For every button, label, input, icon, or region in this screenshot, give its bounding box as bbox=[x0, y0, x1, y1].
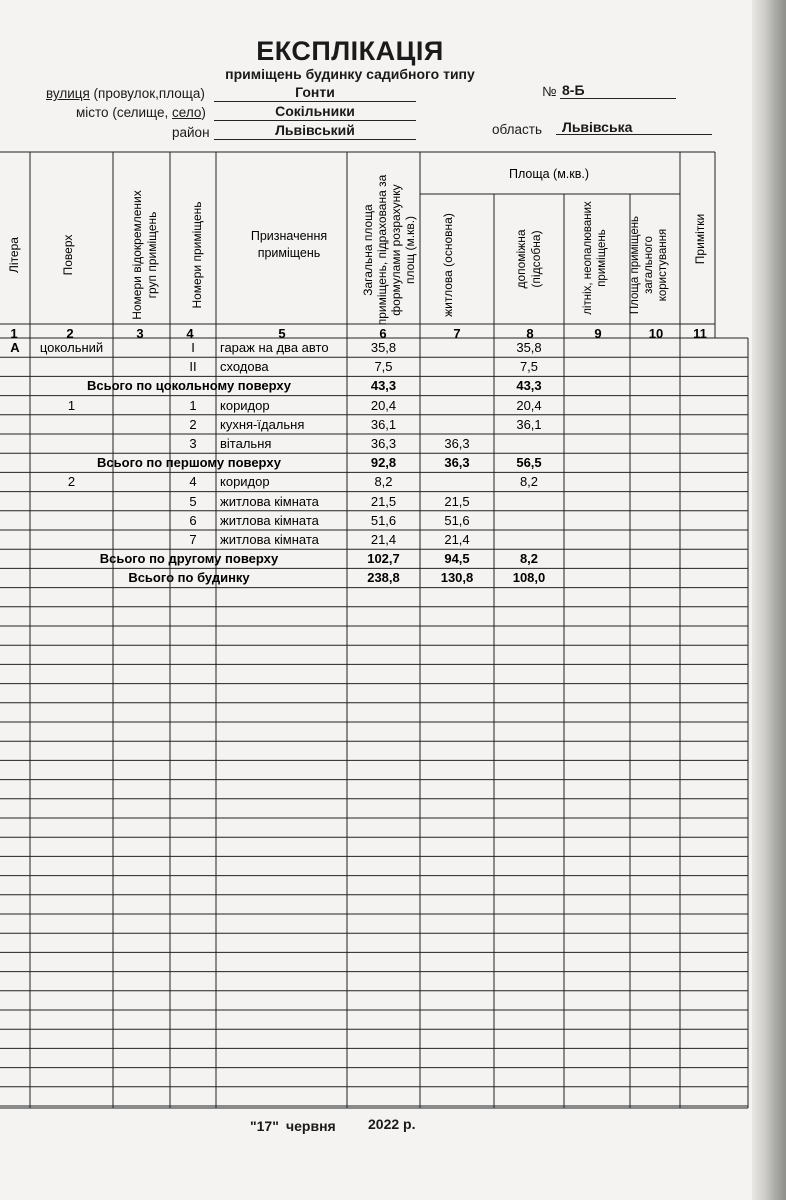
room-purpose: житлова кімната bbox=[220, 512, 319, 528]
aux-area-value: 43,3 bbox=[516, 378, 542, 394]
subtotal-label: Всього по першому поверху bbox=[97, 455, 281, 471]
column-number: 7 bbox=[453, 326, 461, 341]
room-number: 6 bbox=[189, 512, 197, 528]
room-purpose: житлова кімната bbox=[220, 493, 319, 509]
column-number: 8 bbox=[526, 326, 534, 341]
aux-area-value: 8,2 bbox=[519, 551, 539, 567]
column-number: 11 bbox=[693, 326, 707, 341]
room-purpose: коридор bbox=[220, 474, 270, 490]
room-purpose: гараж на два авто bbox=[220, 340, 329, 355]
room-number: 4 bbox=[189, 474, 197, 490]
aux-area-value: 35,8 bbox=[516, 340, 542, 355]
subtotal-label: Всього по другому поверху bbox=[99, 551, 279, 567]
living-area-value: 36,3 bbox=[444, 455, 470, 471]
living-area-value: 94,5 bbox=[444, 551, 470, 567]
living-area-value: 130,8 bbox=[440, 570, 474, 586]
header-notes: Примітки bbox=[693, 213, 707, 265]
aux-area-value: 7,5 bbox=[519, 359, 539, 375]
room-purpose: вітальня bbox=[220, 436, 272, 451]
document-title: ЕКСПЛІКАЦІЯ bbox=[256, 36, 444, 66]
living-area-value: 21,5 bbox=[444, 493, 470, 509]
total-area-value: 43,3 bbox=[370, 378, 397, 394]
total-area-value: 51,6 bbox=[370, 512, 397, 528]
room-purpose: коридор bbox=[220, 397, 270, 413]
column-number: 3 bbox=[136, 326, 144, 341]
room-number: 3 bbox=[189, 436, 197, 451]
room-purpose: житлова кімната bbox=[220, 532, 319, 547]
number-value: 8-Б bbox=[562, 82, 585, 98]
floor-value: цокольний bbox=[39, 340, 104, 355]
litera-value: А bbox=[10, 340, 20, 355]
room-number: 5 bbox=[189, 493, 197, 509]
room-purpose: сходова bbox=[220, 359, 269, 375]
footer-day: "17" bbox=[250, 1118, 279, 1134]
header-area-group: Площа (м.кв.) bbox=[508, 167, 590, 181]
subtotal-label: Всього по цокольному поверху bbox=[86, 378, 292, 394]
room-number: 2 bbox=[189, 416, 197, 432]
header-groups: Номери відокремлених груп приміщень bbox=[130, 190, 159, 320]
document-subtitle: приміщень будинку садибного типу bbox=[225, 66, 475, 82]
header-total-area: Загальна площа приміщень, підрахована за формулами розрахунку площ (м.кв.) bbox=[361, 174, 417, 326]
floor-value: 1 bbox=[67, 397, 76, 413]
column-number: 4 bbox=[186, 326, 194, 341]
aux-area-value: 8,2 bbox=[519, 474, 539, 490]
total-area-value: 102,7 bbox=[367, 551, 400, 567]
total-area-value: 8,2 bbox=[374, 474, 393, 490]
total-area-value: 7,5 bbox=[374, 359, 393, 375]
living-area-value: 36,3 bbox=[444, 436, 470, 451]
header-floor: Поверх bbox=[61, 234, 75, 276]
header-common: Площа приміщень загального користування bbox=[629, 215, 669, 315]
header-summer: літніх, неопалюваних приміщень bbox=[582, 201, 608, 315]
total-area-value: 21,5 bbox=[370, 493, 397, 509]
header-purpose: Призначення приміщень bbox=[250, 229, 328, 260]
number-label: № bbox=[542, 84, 557, 99]
total-area-value: 35,8 bbox=[370, 340, 397, 355]
street-label: вулиця (провулок,площа) bbox=[46, 86, 205, 101]
aux-area-value: 56,5 bbox=[516, 455, 542, 471]
room-number: I bbox=[191, 340, 195, 355]
floor-value: 2 bbox=[67, 474, 76, 490]
room-number: 7 bbox=[189, 532, 197, 547]
room-number: 1 bbox=[189, 397, 197, 413]
header-rooms: Номери приміщень bbox=[190, 201, 204, 309]
footer-year: 2022 р. bbox=[368, 1116, 416, 1132]
street-value: Гонти bbox=[295, 84, 335, 100]
column-number: 1 bbox=[10, 326, 18, 341]
district-label: район bbox=[172, 125, 210, 140]
header-litera: Літера bbox=[7, 237, 21, 273]
room-purpose: кухня-їдальня bbox=[220, 416, 305, 432]
total-area-value: 21,4 bbox=[370, 532, 397, 547]
footer-month: червня bbox=[286, 1118, 336, 1134]
aux-area-value: 36,1 bbox=[516, 416, 542, 432]
aux-area-value: 20,4 bbox=[516, 397, 542, 413]
column-number: 9 bbox=[594, 326, 602, 341]
living-area-value: 21,4 bbox=[444, 532, 470, 547]
header-aux: допоміжна (підсобна) bbox=[514, 229, 543, 289]
subtotal-label: Всього по будинку bbox=[128, 570, 250, 586]
region-value: Львівська bbox=[562, 119, 633, 135]
region-label: область bbox=[492, 122, 542, 137]
header-living: житлова (основна) bbox=[441, 213, 455, 317]
city-label: місто (селище, село) bbox=[76, 105, 206, 120]
district-value: Львівський bbox=[275, 122, 355, 138]
total-area-value: 20,4 bbox=[370, 397, 397, 413]
total-area-value: 36,1 bbox=[370, 416, 397, 432]
total-area-value: 238,8 bbox=[367, 570, 400, 586]
city-value: Сокільники bbox=[275, 103, 355, 119]
aux-area-value: 108,0 bbox=[512, 570, 546, 586]
living-area-value: 51,6 bbox=[444, 512, 470, 528]
total-area-value: 36,3 bbox=[370, 436, 397, 451]
room-number: II bbox=[189, 359, 197, 375]
column-number: 5 bbox=[278, 326, 286, 341]
column-number: 2 bbox=[66, 326, 74, 341]
column-number: 10 bbox=[648, 326, 664, 341]
column-number: 6 bbox=[379, 326, 387, 341]
total-area-value: 92,8 bbox=[370, 455, 397, 471]
